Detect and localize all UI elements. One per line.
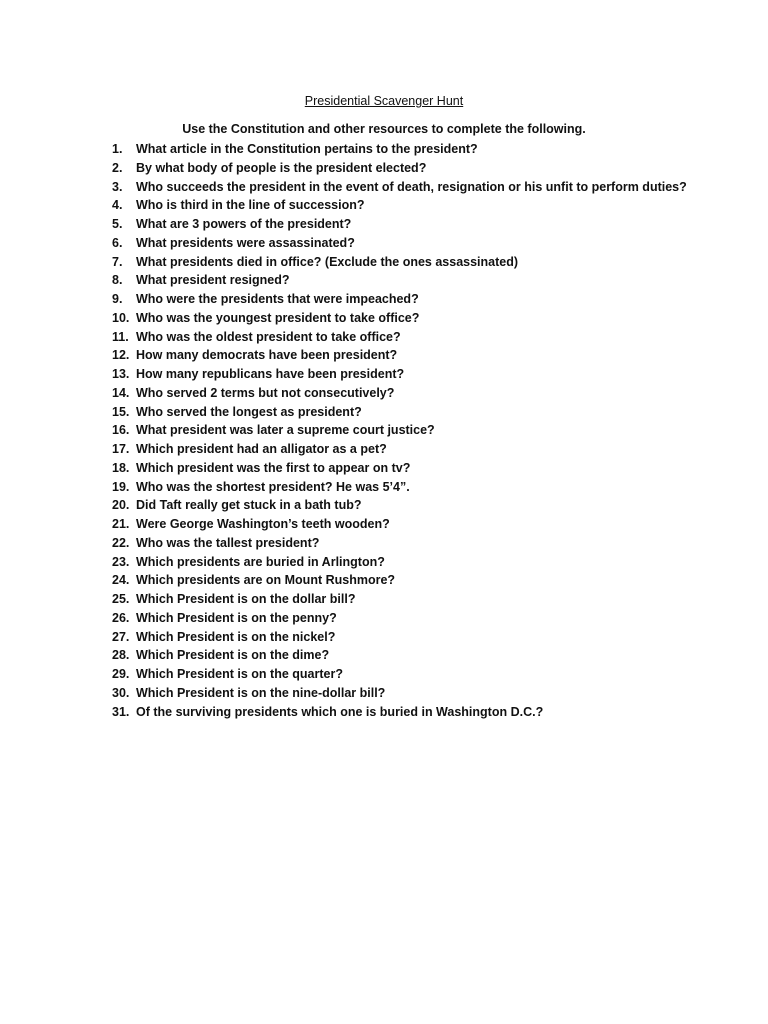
question-text: Who was the shortest president? He was 5’4”. [136, 479, 410, 494]
question-number: 17. [112, 442, 130, 456]
question-item [112, 478, 732, 497]
question-number: 4. [112, 198, 123, 213]
question-item [112, 459, 732, 478]
question-list [112, 140, 732, 721]
question-number: 26. [112, 610, 130, 625]
question-number: 1. [112, 142, 123, 156]
question-item [112, 253, 732, 272]
question-text: Who was the oldest president to take office? [136, 329, 401, 344]
question-item [112, 328, 732, 347]
question-number: 20. [112, 498, 130, 513]
question-text: Did Taft really get stuck in a bath tub? [136, 498, 362, 513]
question-text: Which President is on the quarter? [136, 667, 343, 681]
question-item [112, 571, 732, 590]
question-number: 23. [112, 554, 130, 569]
question-item [112, 515, 732, 534]
question-item [112, 159, 732, 178]
question-item [112, 590, 732, 609]
question-number: 25. [112, 592, 130, 606]
question-item [112, 309, 732, 328]
question-number: 6. [112, 235, 123, 250]
question-text: Who was the youngest president to take office? [136, 310, 420, 325]
question-number: 27. [112, 629, 130, 644]
question-text: Which President is on the penny? [136, 610, 337, 625]
question-item [112, 684, 732, 703]
question-item [112, 234, 732, 253]
question-text: Which president was the first to appear on tv? [136, 460, 411, 475]
question-number: 8. [112, 273, 123, 288]
question-number: 19. [112, 479, 130, 494]
question-number: 18. [112, 460, 130, 475]
question-text: Who were the presidents that were impeached? [136, 292, 419, 306]
question-text: Which President is on the dime? [136, 648, 330, 663]
question-number: 30. [112, 685, 130, 700]
question-item [112, 215, 732, 234]
question-text: Which President is on the nickel? [136, 629, 336, 644]
question-item [112, 365, 732, 384]
question-item [112, 440, 732, 459]
question-text: What are 3 powers of the president? [136, 217, 352, 231]
question-number: 14. [112, 385, 130, 400]
question-item [112, 646, 732, 665]
question-text: What president was later a supreme court justice? [136, 423, 435, 438]
question-item [112, 384, 732, 403]
question-text: By what body of people is the president elected? [136, 160, 427, 175]
question-item [112, 421, 732, 440]
question-text: Which presidents are buried in Arlington? [136, 554, 385, 569]
question-item [112, 346, 732, 365]
question-text: Who succeeds the president in the event of death, resignation or his unfit to perform duties? [136, 179, 687, 194]
question-item [112, 178, 732, 197]
question-number: 9. [112, 292, 123, 306]
question-text: Were George Washington’s teeth wooden? [136, 517, 390, 531]
question-item [112, 140, 732, 159]
question-text: How many republicans have been president? [136, 367, 405, 381]
question-text: Who served 2 terms but not consecutively? [136, 385, 395, 400]
question-number: 21. [112, 517, 130, 531]
question-item [112, 496, 732, 515]
question-text: Who is third in the line of succession? [136, 198, 365, 213]
question-item [112, 290, 732, 309]
question-item [112, 534, 732, 553]
question-number: 31. [112, 704, 130, 719]
question-number: 16. [112, 423, 130, 438]
question-item [112, 609, 732, 628]
question-number: 3. [112, 179, 123, 194]
question-number: 15. [112, 404, 130, 419]
question-number: 2. [112, 160, 123, 175]
question-text: How many democrats have been president? [136, 348, 398, 363]
question-text: Who was the tallest president? [136, 535, 320, 550]
question-text: Which President is on the dollar bill? [136, 592, 356, 606]
question-text: Which president had an alligator as a pet? [136, 442, 387, 456]
question-text: Who served the longest as president? [136, 404, 362, 419]
question-item [112, 196, 732, 215]
question-number: 10. [112, 310, 130, 325]
question-number: 28. [112, 648, 130, 663]
question-item [112, 628, 732, 647]
question-item [112, 665, 732, 684]
question-text: What presidents were assassinated? [136, 235, 355, 250]
question-text: What president resigned? [136, 273, 290, 288]
question-number: 12. [112, 348, 130, 363]
question-number: 11. [112, 329, 129, 344]
question-number: 5. [112, 217, 123, 231]
page-title: Presidential Scavenger Hunt [304, 94, 464, 108]
question-number: 24. [112, 573, 130, 588]
question-number: 7. [112, 254, 123, 269]
instructions-text: Use the Constitution and other resources to complete the following. [182, 122, 586, 136]
question-item [112, 403, 732, 422]
question-number: 13. [112, 367, 130, 381]
question-item [112, 553, 732, 572]
question-item [112, 703, 732, 722]
question-item [112, 271, 732, 290]
question-text: What article in the Constitution pertains to the president? [136, 142, 478, 156]
question-text: What presidents died in office? (Exclude the ones assassinated) [136, 254, 519, 269]
question-text: Of the surviving presidents which one is buried in Washington D.C.? [136, 704, 544, 719]
question-number: 22. [112, 535, 130, 550]
question-text: Which presidents are on Mount Rushmore? [136, 573, 396, 588]
question-number: 29. [112, 667, 130, 681]
question-text: Which President is on the nine-dollar bill? [136, 685, 386, 700]
